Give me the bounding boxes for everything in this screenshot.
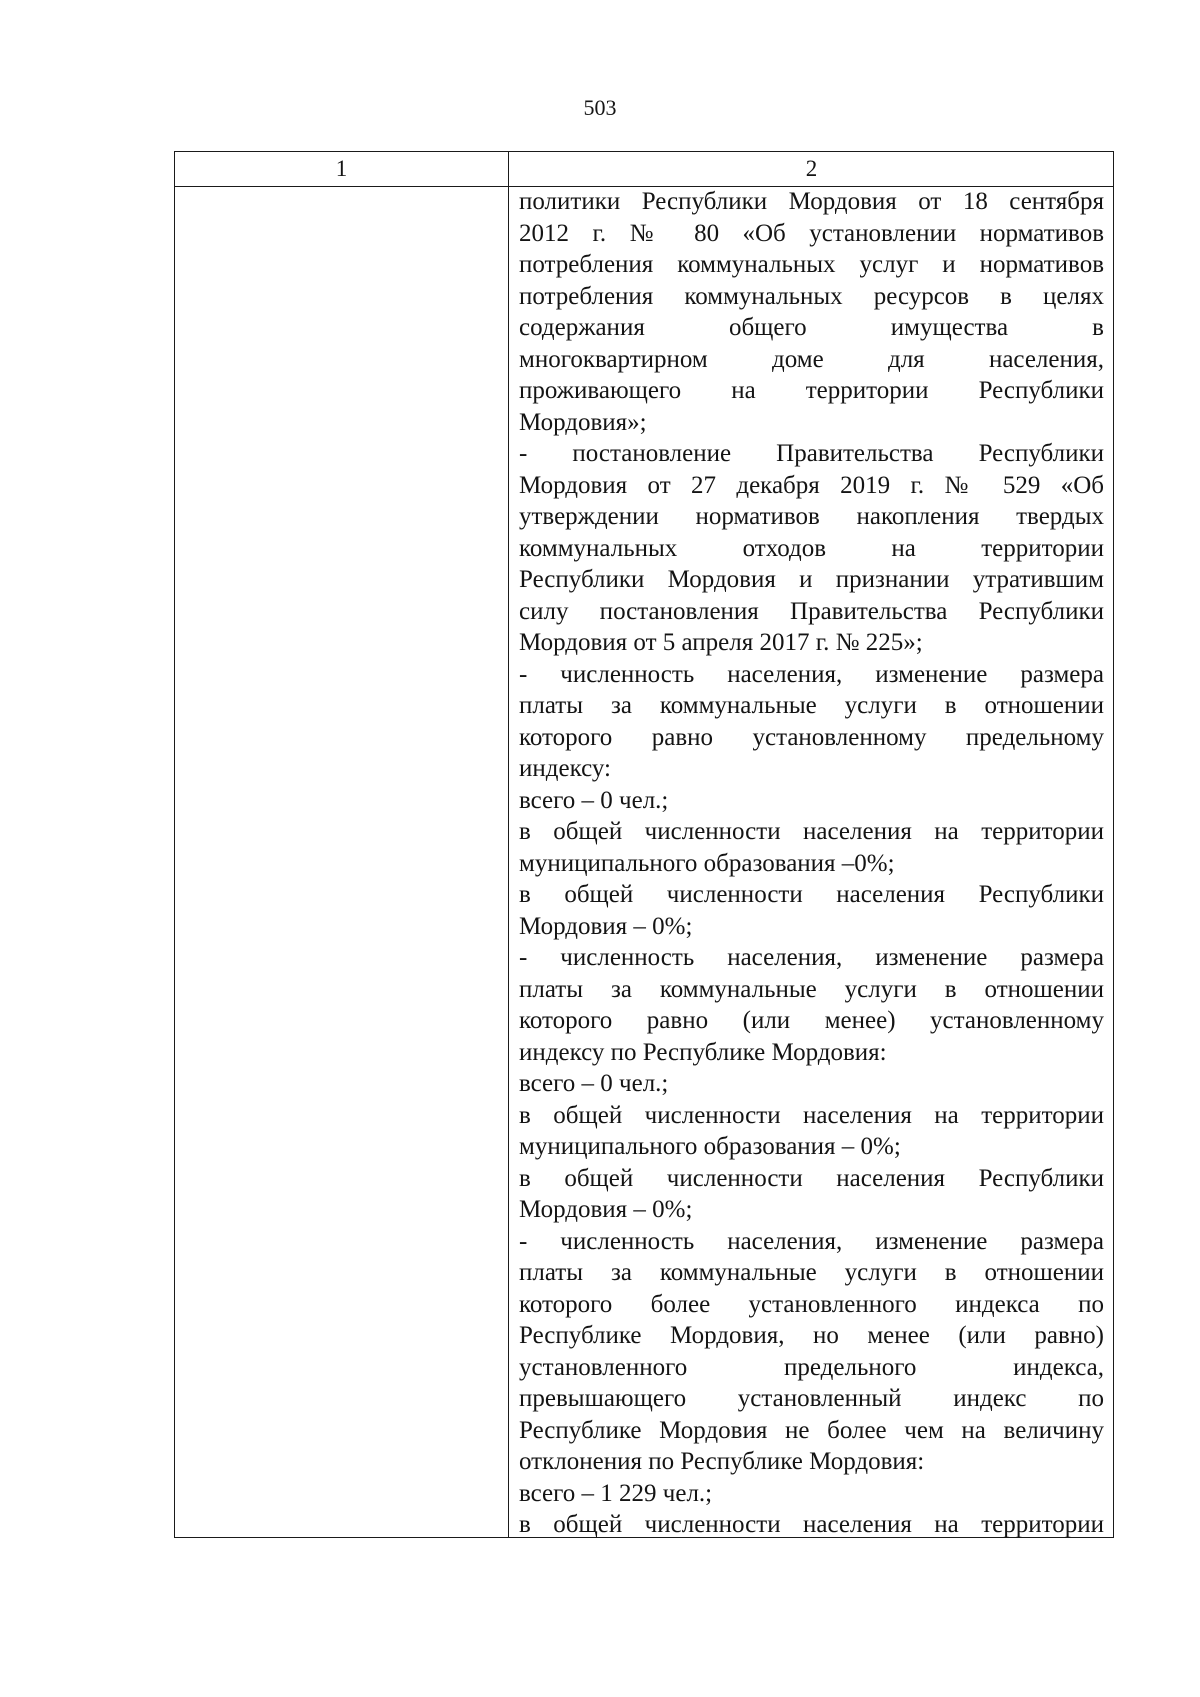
text-line: Мордовия – 0%; bbox=[519, 912, 693, 940]
text-line: многоквартирном доме для населения, bbox=[519, 345, 1104, 373]
text-line: которого более установленного индекса по bbox=[519, 1290, 1104, 1318]
text-line: проживающего на территории Республики bbox=[519, 377, 1104, 404]
text-line: силу постановления Правительства Республики bbox=[519, 597, 1104, 625]
text-line: индексу по Республике Мордовия: bbox=[519, 1038, 887, 1066]
table-header-row bbox=[175, 152, 1113, 187]
text-line: Мордовия от 5 апреля 2017 г. № 225»; bbox=[519, 629, 923, 656]
text-line: Мордовия»; bbox=[519, 408, 647, 436]
page-number: 503 bbox=[583, 95, 617, 120]
text-line: в общей численности населения на территории bbox=[519, 1101, 1104, 1129]
text-line: Мордовия – 0%; bbox=[519, 1196, 693, 1223]
table-cell-col-2 bbox=[519, 186, 1104, 1537]
table-header-col-1: 1 bbox=[335, 156, 348, 181]
text-line: политики Республики Мордовия от 18 сентября bbox=[519, 188, 1104, 215]
text-line: - численность населения, изменение размера bbox=[519, 660, 1104, 688]
text-line: в общей численности населения Республики bbox=[519, 1164, 1104, 1192]
text-line: утверждении нормативов накопления твердых bbox=[519, 503, 1104, 530]
text-line: индексу: bbox=[519, 755, 611, 782]
text-line: всего – 1 229 чел.; bbox=[519, 1479, 713, 1507]
text-line: Республике Мордовия не более чем на величину bbox=[519, 1416, 1104, 1444]
text-line: - численность населения, изменение размера bbox=[519, 944, 1104, 971]
text-line: которого равно установленному предельному bbox=[519, 723, 1104, 751]
text-line: потребления коммунальных услуг и нормативов bbox=[519, 251, 1104, 278]
document-table bbox=[174, 151, 1114, 1538]
text-line: содержания общего имущества в bbox=[519, 314, 1104, 341]
text-line: платы за коммунальные услуги в отношении bbox=[519, 975, 1104, 1003]
text-line: установленного предельного индекса, bbox=[519, 1353, 1104, 1381]
text-line: муниципального образования –0%; bbox=[519, 849, 895, 877]
text-line: - численность населения, изменение размера bbox=[519, 1227, 1104, 1255]
text-line: в общей численности населения Республики bbox=[519, 881, 1104, 908]
text-line: Мордовия от 27 декабря 2019 г. № 529 «Об bbox=[519, 471, 1104, 499]
text-line: Республике Мордовия, но менее (или равно) bbox=[519, 1322, 1104, 1349]
text-line: 2012 г. № 80 «Об установлении нормативов bbox=[519, 219, 1104, 247]
text-line: платы за коммунальные услуги в отношении bbox=[519, 1259, 1104, 1286]
text-line: - постановление Правительства Республики bbox=[519, 440, 1104, 467]
text-line: в общей численности населения на территории bbox=[519, 818, 1104, 845]
text-line: коммунальных отходов на территории bbox=[519, 534, 1104, 562]
text-line: всего – 0 чел.; bbox=[519, 786, 669, 814]
text-line: платы за коммунальные услуги в отношении bbox=[519, 692, 1104, 719]
text-line: Республики Мордовия и признании утратившим bbox=[519, 566, 1104, 593]
text-line: всего – 0 чел.; bbox=[519, 1070, 669, 1097]
table-cell-col-1 bbox=[175, 188, 508, 1537]
table-header-col-2: 2 bbox=[805, 156, 818, 181]
text-line: превышающего установленный индекс по bbox=[519, 1385, 1104, 1412]
text-line: муниципального образования – 0%; bbox=[519, 1133, 901, 1160]
text-line: в общей численности населения на территории bbox=[519, 1511, 1104, 1538]
text-line: потребления коммунальных ресурсов в целях bbox=[519, 282, 1104, 310]
text-line: которого равно (или менее) установленному bbox=[519, 1007, 1104, 1034]
column-divider bbox=[508, 152, 509, 1537]
text-line: отклонения по Республике Мордовия: bbox=[519, 1448, 925, 1475]
